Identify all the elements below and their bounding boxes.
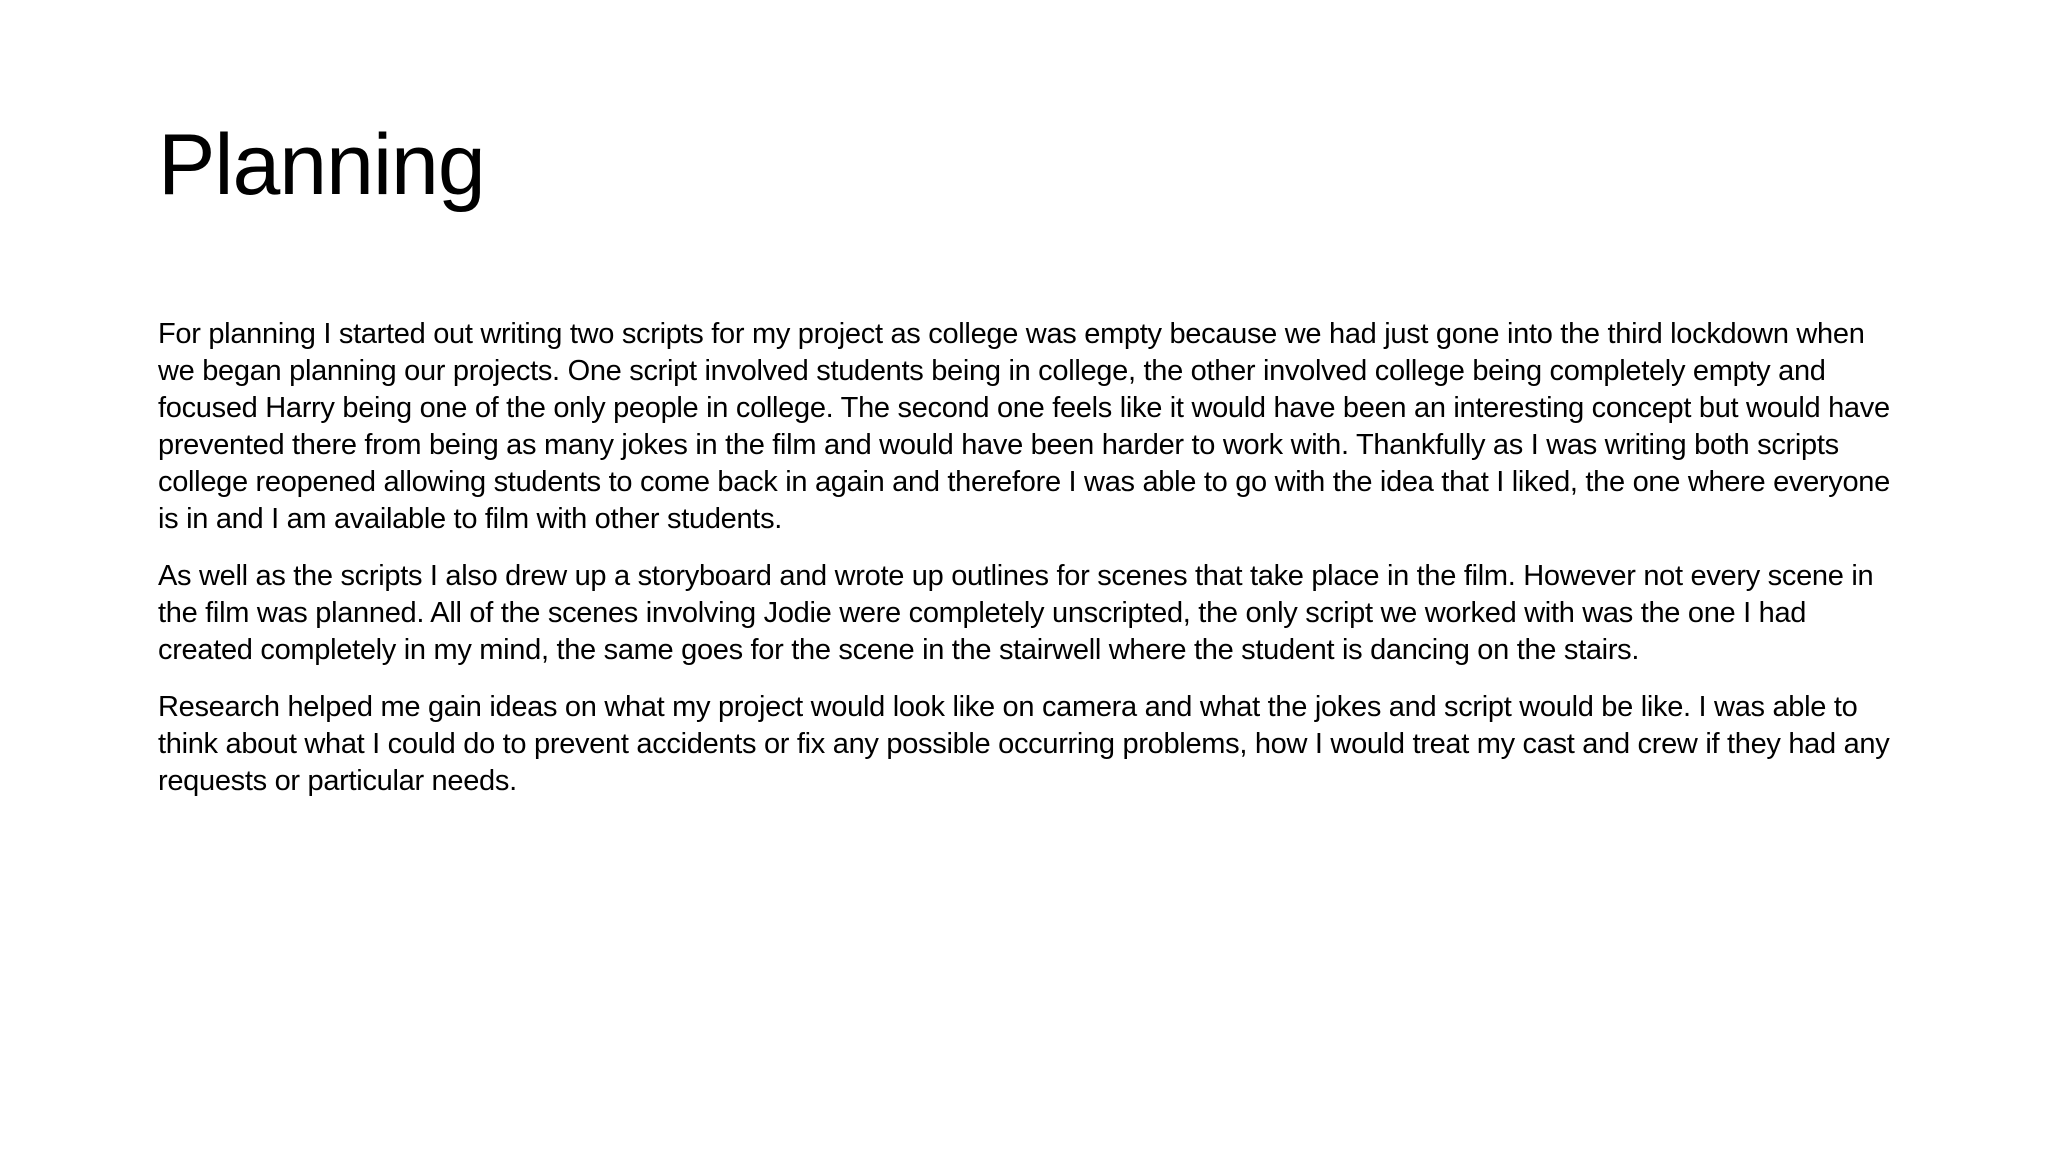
body-paragraph-research: Research helped me gain ideas on what my project would look like on camera and what the jokes and script would be like. I was able to think about what I could do to prevent accidents or fix any possible occurring problems, how I would treat my cast and crew if they had any requests or particular needs.: [158, 691, 1890, 797]
body-paragraph-storyboard: As well as the scripts I also drew up a storyboard and wrote up outlines for scenes that take place in the film. However not every scene in the film was planned. All of the scenes involving Jodie were completely unscripted, the only script we worked with was the one I had created completely in my mind, the same goes for the scene in the stairwell where the student is dancing on the stairs.: [158, 560, 1874, 666]
slide-title: Planning: [158, 117, 485, 213]
slide-body: [158, 316, 1898, 820]
body-paragraph-scripts: For planning I started out writing two scripts for my project as college was empty because we had just gone into the third lockdown when we began planning our projects. One script involved students being in college, the other involved college being completely empty and focused Harry being one of the only people in college. The second one feels like it would have been an interesting concept but would have prevented there from being as many jokes in the film and would have been harder to work with. Thankfully as I was writing both scripts college reopened allowing students to come back in again and therefore I was able to go with the idea that I liked, the one where everyone is in and I am available to film with other students.: [158, 318, 1890, 535]
